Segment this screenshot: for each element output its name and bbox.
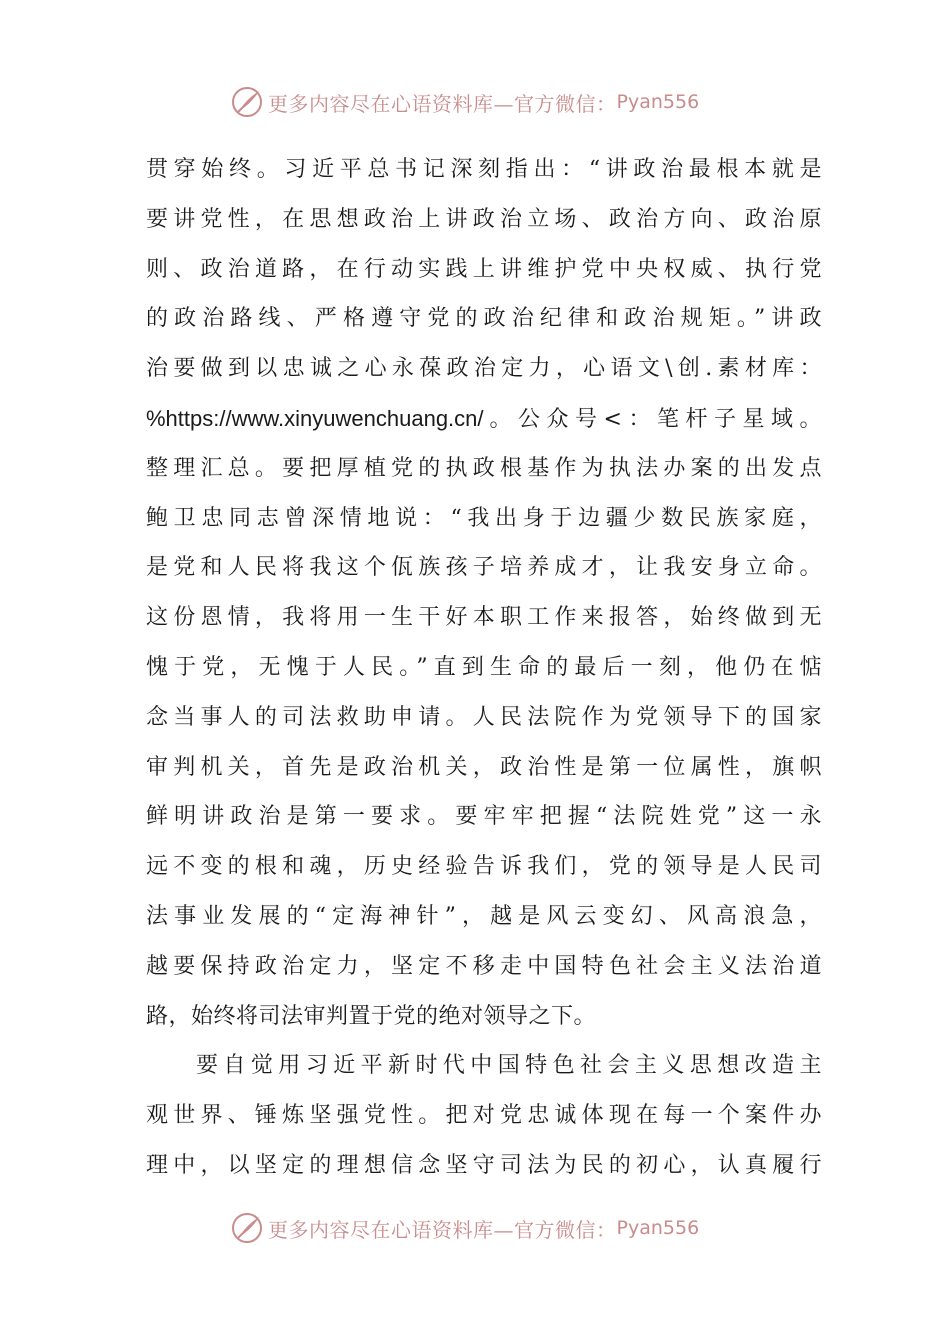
- source-url: %https://www.xinyuwenchuang.cn/: [146, 405, 484, 431]
- text-line: 法事业发展的“定海神针”，越是风云变幻、风高浪急，: [146, 903, 822, 929]
- watermark-text: 更多内容尽在心语资料库—官方微信：: [268, 91, 617, 116]
- footer-watermark: [230, 1208, 699, 1248]
- text-line: 鲜明讲政治是第一要求。要牢牢把握“法院姓党”这一永: [146, 804, 822, 830]
- text-line: 越要保持政治定力，坚定不移走中国特色社会主义法治道: [146, 953, 822, 979]
- text-line: 治要做到以忠诚之心永葆政治定力，心语文\创.素材库：: [146, 356, 822, 382]
- watermark-contact: Pyan556: [616, 1217, 700, 1239]
- text-line: 要讲党性，在思想政治上讲政治立场、政治方向、政治原: [146, 206, 822, 232]
- quill-logo-icon: [230, 1211, 264, 1245]
- text-line: 念当事人的司法救助申请。人民法院作为党领导下的国家: [146, 704, 822, 730]
- watermark-text: 更多内容尽在心语资料库—官方微信：: [268, 1217, 617, 1242]
- url-line: [146, 394, 822, 444]
- paragraph-start-line: 要自觉用习近平新时代中国特色社会主义思想改造主: [196, 1053, 822, 1079]
- text-line: 的政治路线、严格遵守党的政治纪律和政治规矩。”讲政: [146, 306, 822, 332]
- text-line: 愧于党，无愧于人民。”直到生命的最后一刻，他仍在惦: [146, 654, 822, 680]
- text-line: 是党和人民将我这个佤族孩子培养成才，让我安身立命。: [146, 555, 822, 581]
- text-line: 审判机关，首先是政治机关，政治性是第一位属性，旗帜: [146, 754, 822, 780]
- url-line-rest: 。公众号<：笔杆子星域。: [483, 406, 822, 432]
- paragraph-end-line: 路，始终将司法审判置于党的绝对领导之下。: [146, 1003, 597, 1029]
- header-watermark: [230, 82, 699, 122]
- quill-logo-icon: [230, 85, 264, 119]
- text-line: 观世界、锤炼坚强党性。把对党忠诚体现在每一个案件办: [146, 1103, 822, 1129]
- text-line: 远不变的根和魂，历史经验告诉我们，党的领导是人民司: [146, 854, 822, 880]
- text-line: 理中，以坚定的理想信念坚守司法为民的初心，认真履行: [146, 1152, 822, 1178]
- text-line: 整理汇总。要把厚植党的执政根基作为执法办案的出发点: [146, 455, 822, 481]
- document-body: [146, 145, 822, 1191]
- watermark-contact: Pyan556: [616, 91, 700, 113]
- text-line: 则、政治道路，在行动实践上讲维护党中央权威、执行党: [146, 256, 822, 282]
- text-line: 鲍卫忠同志曾深情地说：“我出身于边疆少数民族家庭，: [146, 505, 822, 531]
- text-line: 这份恩情，我将用一生干好本职工作来报答，始终做到无: [146, 605, 822, 631]
- text-line: 贯穿始终。习近平总书记深刻指出：“讲政治最根本就是: [146, 157, 822, 182]
